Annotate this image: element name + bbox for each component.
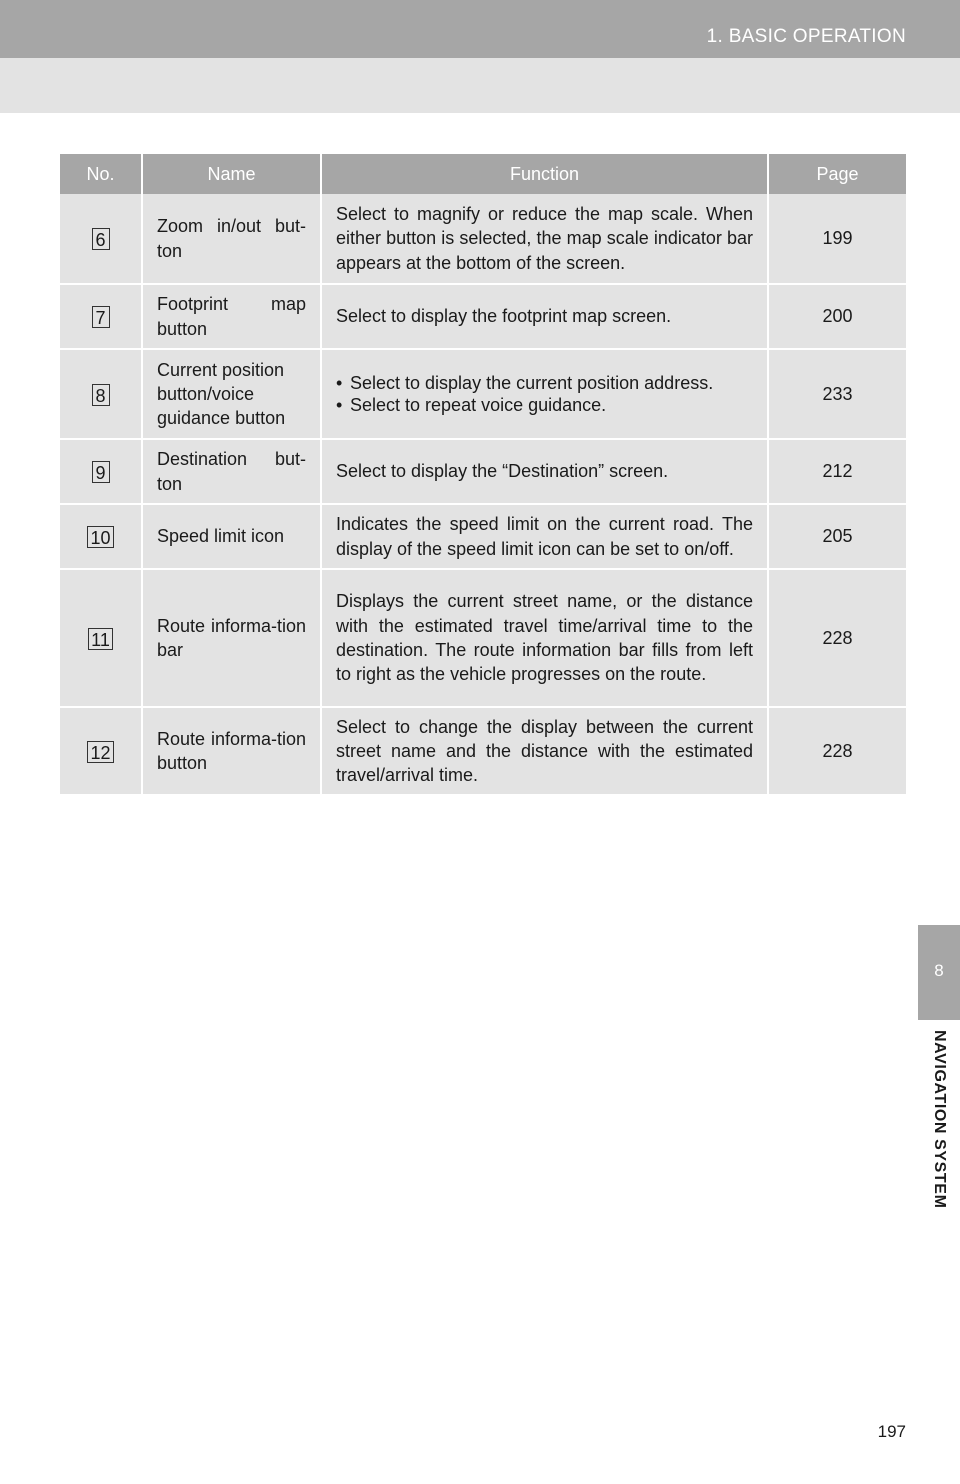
row-function: Select to display the “Destination” screen. [321, 439, 768, 504]
table-row [60, 194, 906, 284]
row-function: Select to display the footprint map screen. [321, 284, 768, 349]
column-header-no: No. [60, 154, 142, 194]
row-number-badge: 8 [92, 384, 110, 406]
function-bullet: • Select to repeat voice guidance. [336, 394, 753, 416]
row-number-badge: 6 [92, 228, 110, 250]
row-page: 233 [768, 349, 906, 439]
row-name: Current position button/voice guidance button [142, 349, 321, 439]
table-row [60, 284, 906, 349]
row-function [321, 349, 768, 439]
row-number-badge: 12 [87, 741, 113, 763]
row-name: Zoom in/out but-ton [142, 194, 321, 284]
row-function: Select to magnify or reduce the map scale. When either button is selected, the map scale indicator bar appears at the bottom of the screen. [321, 194, 768, 284]
row-function: Displays the current street name, or the distance with the estimated travel time/arrival time to the destination. The route information bar fills from left to right as the vehicle progresses on the route. [321, 569, 768, 707]
row-function: Select to change the display between the current street name and the distance with the estimated travel/arrival time. [321, 707, 768, 795]
column-header-name: Name [142, 154, 321, 194]
row-name: Route informa-tion button [142, 707, 321, 795]
row-name: Footprint map button [142, 284, 321, 349]
row-number-cell [60, 504, 142, 569]
header-bar [0, 0, 960, 58]
table-row [60, 707, 906, 795]
column-header-page: Page [768, 154, 906, 194]
row-page: 199 [768, 194, 906, 284]
page-number: 197 [877, 1422, 906, 1441]
table-row [60, 349, 906, 439]
row-name: Destination but-ton [142, 439, 321, 504]
chapter-number: 8 [934, 961, 944, 980]
row-page: 228 [768, 569, 906, 707]
row-function: Indicates the speed limit on the current road. The display of the speed limit icon can be set to on/off. [321, 504, 768, 569]
chapter-label: NAVIGATION SYSTEM [931, 1030, 948, 1209]
chapter-tab [918, 925, 960, 1020]
row-page: 200 [768, 284, 906, 349]
table-row [60, 439, 906, 504]
row-number-badge: 11 [88, 628, 113, 650]
row-number-cell [60, 569, 142, 707]
header-band [0, 58, 960, 113]
function-bullet: • Select to display the current position address. [336, 372, 753, 394]
table-row [60, 569, 906, 707]
table-header-row [60, 154, 906, 194]
row-name: Speed limit icon [142, 504, 321, 569]
chapter-label-container [918, 1030, 960, 1245]
row-number-badge: 9 [92, 461, 110, 483]
column-header-function: Function [321, 154, 768, 194]
row-number-badge: 10 [87, 526, 113, 548]
table-row [60, 504, 906, 569]
row-page: 228 [768, 707, 906, 795]
section-title: 1. BASIC OPERATION [706, 26, 906, 47]
row-number-cell [60, 707, 142, 795]
row-name: Route informa-tion bar [142, 569, 321, 707]
row-number-cell [60, 439, 142, 504]
row-page: 212 [768, 439, 906, 504]
row-number-cell [60, 194, 142, 284]
function-table [60, 154, 906, 796]
row-number-cell [60, 349, 142, 439]
row-number-cell [60, 284, 142, 349]
row-number-badge: 7 [92, 306, 110, 328]
row-page: 205 [768, 504, 906, 569]
